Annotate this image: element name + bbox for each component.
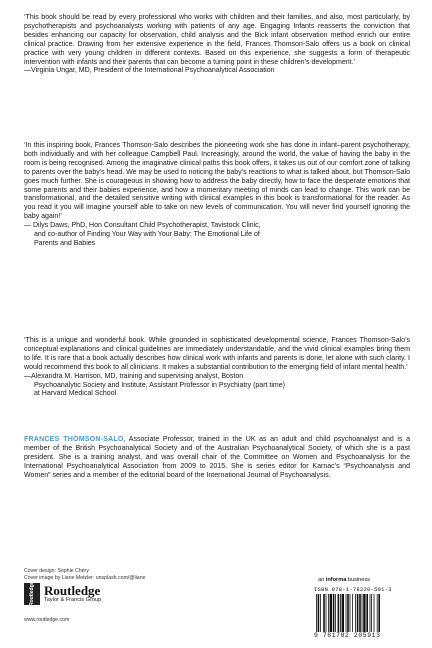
- barcode-icon: [314, 594, 410, 632]
- barcode-bar: [374, 594, 375, 632]
- publisher-text: [44, 582, 102, 604]
- author-name: FRANCES THOMSON-SALO: [24, 436, 124, 443]
- barcode-bar: [352, 594, 353, 632]
- barcode-bar: [330, 594, 332, 632]
- attribution-line: at Harvard Medical School: [34, 390, 117, 398]
- barcode-bar: [338, 594, 340, 632]
- barcode-bar: [323, 594, 325, 632]
- barcode-bar: [355, 594, 356, 632]
- barcode-bar: [357, 594, 359, 632]
- quote-attribution: [24, 222, 410, 249]
- bio-text: , Associate Professor, trained in the UK as an adult and child psychoanalyst and is a member of the British Psychoanalytical Society and of the Australian Psychoanalytical Society, of which she is a past president. She is a training analyst, and was overall chair of the Committee on Women and Psychoanalysis for the International Psychoanalytical Association from 2009 to 2015. She is series editor for Karnac’s “Psychoanalysis and Women” series and a member of the editorial board of the International Journal of Psychoanalysis.: [24, 436, 410, 479]
- quote-harrison: [24, 337, 410, 399]
- quote-attribution: [24, 373, 410, 400]
- quote-text: ‘This is a unique and wonderful book. While grounded in sophisticated developmental science, Frances Thomson-Salo’s conceptual explanations and clinical guidelines are immediately understandable, and the vivid clinical examples bring them to life. It is rare that a book actually describes how clinical work with infants and parents is done, let alone with such clarity. I would recommend this book to all clinicians. It makes a substantial contribution to the emerging field of infant mental health.’: [24, 337, 410, 371]
- informa-suffix: business: [347, 577, 370, 583]
- attribution-line: Psychoanalytic Society and Institute, Assistant Professor in Psychiatry (part time): [34, 381, 285, 389]
- barcode-bar: [371, 594, 372, 632]
- barcode-bar: [335, 594, 336, 632]
- barcode-bar: [366, 594, 368, 632]
- publisher-website: www.routledge.com: [24, 617, 70, 623]
- barcode-bar: [328, 594, 329, 632]
- barcode-bar: [333, 594, 335, 632]
- barcode-bar: [342, 594, 344, 632]
- barcode-bar: [347, 594, 349, 632]
- barcode-block: [314, 587, 410, 639]
- author-bio: [24, 436, 410, 481]
- routledge-icon: Routledge: [24, 583, 40, 605]
- quote-text: ‘In this inspiring book, Frances Thomson-Salo describes the pioneering work she has done in infant–parent psychotherapy, both individually and with her colleague Campbell Paul. Increasingly, around the world, the value of having the baby in the room is being recognised. Among the imaginative clinical paths this book offers, it takes us out of our comfort zone of talking to parents over the baby’s head. We may be used to noticing the baby’s reactions to what is talked about, but Thomson-Salo goes much further. She is courageous in showing how to address the baby directly, how to face the desperate emotions that some parents and their babies experience, and how a momentary meeting of minds can lead to change. This work can be transformational, and the detailed sensitive writing with clinical examples in this book is transformational for the reader. As you read it you will imagine yourself able to take on new levels of communication. You will never find yourself ignoring the baby again!’: [24, 142, 410, 221]
- informa-prefix: an: [318, 577, 325, 583]
- isbn-text: ISBN 978-1-78220-591-3: [314, 587, 392, 593]
- attribution-line: —Alexandra M. Harrison, MD, training and supervising analyst, Boston: [24, 372, 244, 380]
- barcode-bar: [363, 594, 365, 632]
- attribution-line: Parents and Babies: [34, 239, 96, 247]
- barcode-bar: [362, 594, 363, 632]
- barcode-bar: [350, 594, 351, 632]
- barcode-bar: [316, 594, 317, 632]
- quote-ungar: [24, 14, 410, 76]
- barcode-bar: [326, 594, 327, 632]
- barcode-bar: [340, 594, 341, 632]
- quote-daws: [24, 142, 410, 249]
- barcode-bar: [318, 594, 320, 632]
- cover-image-credit: Cover image by Liane Metzler: unsplash.com/@liane: [24, 574, 146, 581]
- quote-text: ‘This book should be read by every professional who works with children and their families, and also, most particularly, by psychotherapists and psychoanalysts working with patients of any age. Engaging Infants reasserts the conviction that besides enhancing our capacity for observation, child analysis and the Bick infant observation method enrich our entire clinical practice. Drawing from her extensive experience in the field, Frances Thomson-Salo offers us a book on clinical practice with very young children in different contexts. Based on this experience, she suggests a form of therapeutic intervention with infants and their parents that can become a turning point in these children’s development.’: [24, 14, 410, 66]
- cover-credits: [24, 568, 145, 581]
- publisher-group: Taylor & Francis Group: [44, 596, 102, 603]
- barcode-bar: [346, 594, 347, 632]
- barcode-bar: [370, 594, 371, 632]
- informa-name: informa: [325, 577, 347, 583]
- quote-attribution: —Virginia Ungar, MD, President of the International Psychoanalytical Association: [24, 67, 275, 75]
- attribution-line: and co-author of Finding Your Way with Your Baby: The Emotional Life of: [34, 231, 260, 239]
- publisher-name: Routledge: [44, 582, 101, 598]
- publisher-logo: [24, 583, 101, 605]
- barcode-bar: [359, 594, 361, 632]
- informa-business-line: [318, 577, 370, 583]
- attribution-line: — Dilys Daws, PhD, Hon Consultant Child Psychotherapist, Tavistock Clinic,: [24, 222, 261, 230]
- barcode-bar: [378, 594, 380, 632]
- barcode-number: 9 781782 205913: [314, 632, 381, 639]
- cover-design-credit: Cover design: Sophie Chéry: [24, 568, 89, 574]
- barcode-bar: [377, 594, 378, 632]
- barcode-bar: [320, 594, 321, 632]
